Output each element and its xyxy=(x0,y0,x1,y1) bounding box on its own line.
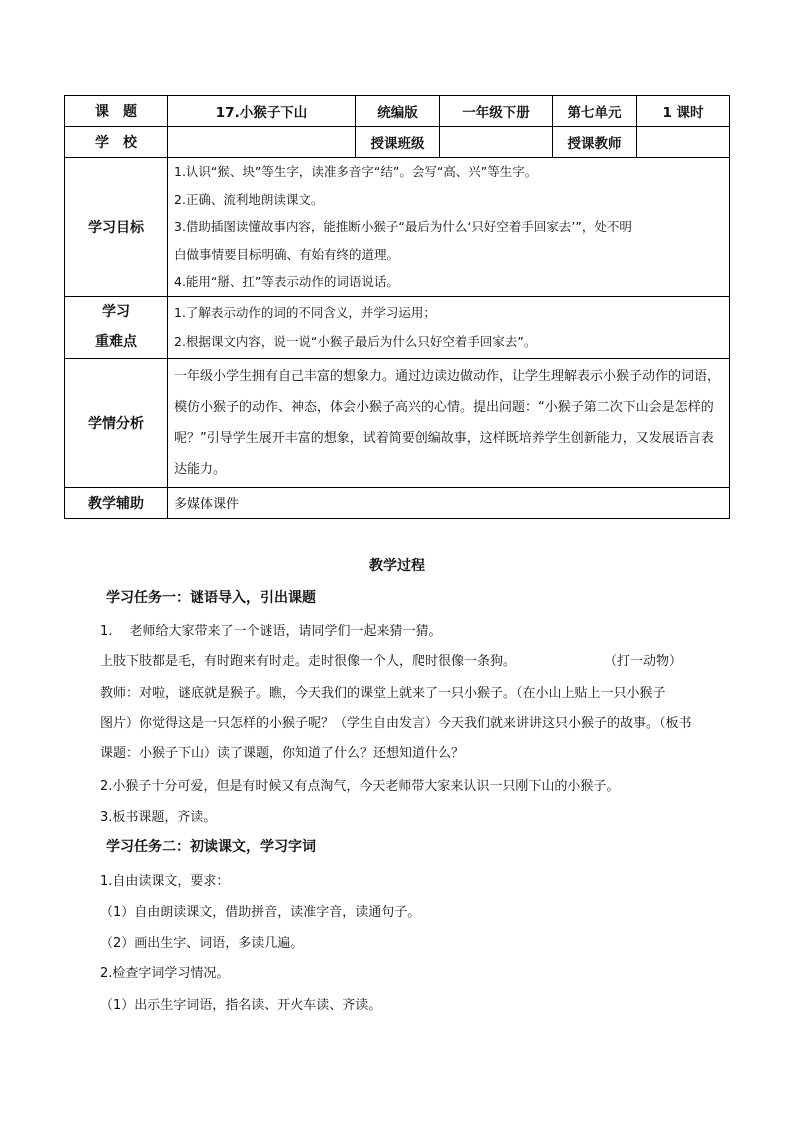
aids-value: 多媒体课件 xyxy=(168,487,730,518)
goal-item: 3.借助插图读懂故事内容，能推断小猴子“最后为什么‘只好空着手回家去’”，处不明 xyxy=(174,219,632,234)
process-line: 图片）你觉得这是一只怎样的小猴子呢？（学生自由发言）今天我们就来讲讲这只小猴子的故事。（板书 xyxy=(100,716,692,731)
task2-title: 学习任务二：初读课文，学习字词 xyxy=(106,839,316,855)
process-line: 教师：对啦，谜底就是猴子。瞧，今天我们的课堂上就来了一只小猴子。（在小山上贴上一只小猴子 xyxy=(100,686,666,701)
difficulty-item: 1.了解表示动作的词的不同含义，并学习运用； xyxy=(174,305,436,320)
goal-item: 1.认识“猴、块”等生字，读准多音字“结”。会写“高、兴”等生字。 xyxy=(174,164,538,179)
class-value xyxy=(440,127,553,158)
table-row xyxy=(65,358,730,487)
school-label: 学 校 xyxy=(65,127,168,158)
table-row xyxy=(65,158,730,297)
difficulties-label-line1: 学习 xyxy=(102,304,130,320)
analysis-label: 学情分析 xyxy=(65,358,168,487)
unit-cell: 第七单元 xyxy=(553,96,637,127)
table-row xyxy=(65,96,730,127)
process-line: （打一动物） xyxy=(604,654,683,669)
topic-label: 课 题 xyxy=(65,96,168,127)
lesson-plan-table xyxy=(64,95,730,519)
difficulties-label xyxy=(65,296,168,358)
goal-item: 2.正确、流利地朗读课文。 xyxy=(174,191,324,207)
process-line: （1）自由朗读课文，借助拼音，读准字音，读通句子。 xyxy=(100,905,421,920)
process-line: 课题：小猴子下山）读了课题，你知道了什么？还想知道什么？ xyxy=(100,746,465,761)
process-line: （1）出示生字词语，指名读、开火车读、齐读。 xyxy=(100,998,382,1013)
goals-label: 学习目标 xyxy=(65,158,168,297)
goals-content xyxy=(168,158,730,297)
teacher-value xyxy=(637,127,730,158)
process-heading: 教学过程 xyxy=(369,558,425,574)
difficulties-label-line2: 重难点 xyxy=(95,334,137,350)
table-row xyxy=(65,296,730,358)
edition-cell: 统编版 xyxy=(356,96,440,127)
aids-label: 教学辅助 xyxy=(65,487,168,518)
teacher-label: 授课教师 xyxy=(553,127,637,158)
process-line: 2.检查字词学习情况。 xyxy=(100,966,230,981)
process-line: 1. 老师给大家带来了一个谜语，请同学们一起来猜一猜。 xyxy=(100,624,442,639)
analysis-content: 一年级小学生拥有自己丰富的想象力。通过边读边做动作，让学生理解表示小猴子动作的词语，模仿小猴子的动作、神态，体会小猴子高兴的心情。提出问题：“小猴子第二次下山会是怎样的呢？”引导学生展开丰富的想象，试着简要创编故事，这样既培养学生创新能力，又发展语言表达能力。 xyxy=(168,358,730,487)
difficulties-content xyxy=(168,296,730,358)
task1-title: 学习任务一：谜语导入，引出课题 xyxy=(106,590,316,606)
lesson-title: 17.小猴子下山 xyxy=(168,96,356,127)
process-line: 1.自由读课文，要求： xyxy=(100,874,230,889)
school-value xyxy=(168,127,356,158)
difficulty-item: 2.根据课文内容，说一说“小猴子最后为什么只好空着手回家去”。 xyxy=(174,334,537,349)
goal-item: 白做事情要目标明确、有始有终的道理。 xyxy=(174,246,400,262)
process-line: 上肢下肢都是毛，有时跑来有时走。走时很像一个人，爬时很像一条狗。 xyxy=(100,654,517,669)
table-row xyxy=(65,487,730,518)
table-row xyxy=(65,127,730,158)
process-line: （2）画出生字、词语，多读几遍。 xyxy=(100,936,304,951)
class-label: 授课班级 xyxy=(356,127,440,158)
goal-item: 4.能用“掰、扛”等表示动作的词语说话。 xyxy=(174,274,399,289)
hours-cell: 1 课时 xyxy=(637,96,730,127)
process-line: 3.板书课题，齐读。 xyxy=(100,810,217,825)
process-line: 2.小猴子十分可爱，但是有时候又有点淘气，今天老师带大家来认识一只刚下山的小猴子。 xyxy=(100,779,620,794)
grade-cell: 一年级下册 xyxy=(440,96,553,127)
